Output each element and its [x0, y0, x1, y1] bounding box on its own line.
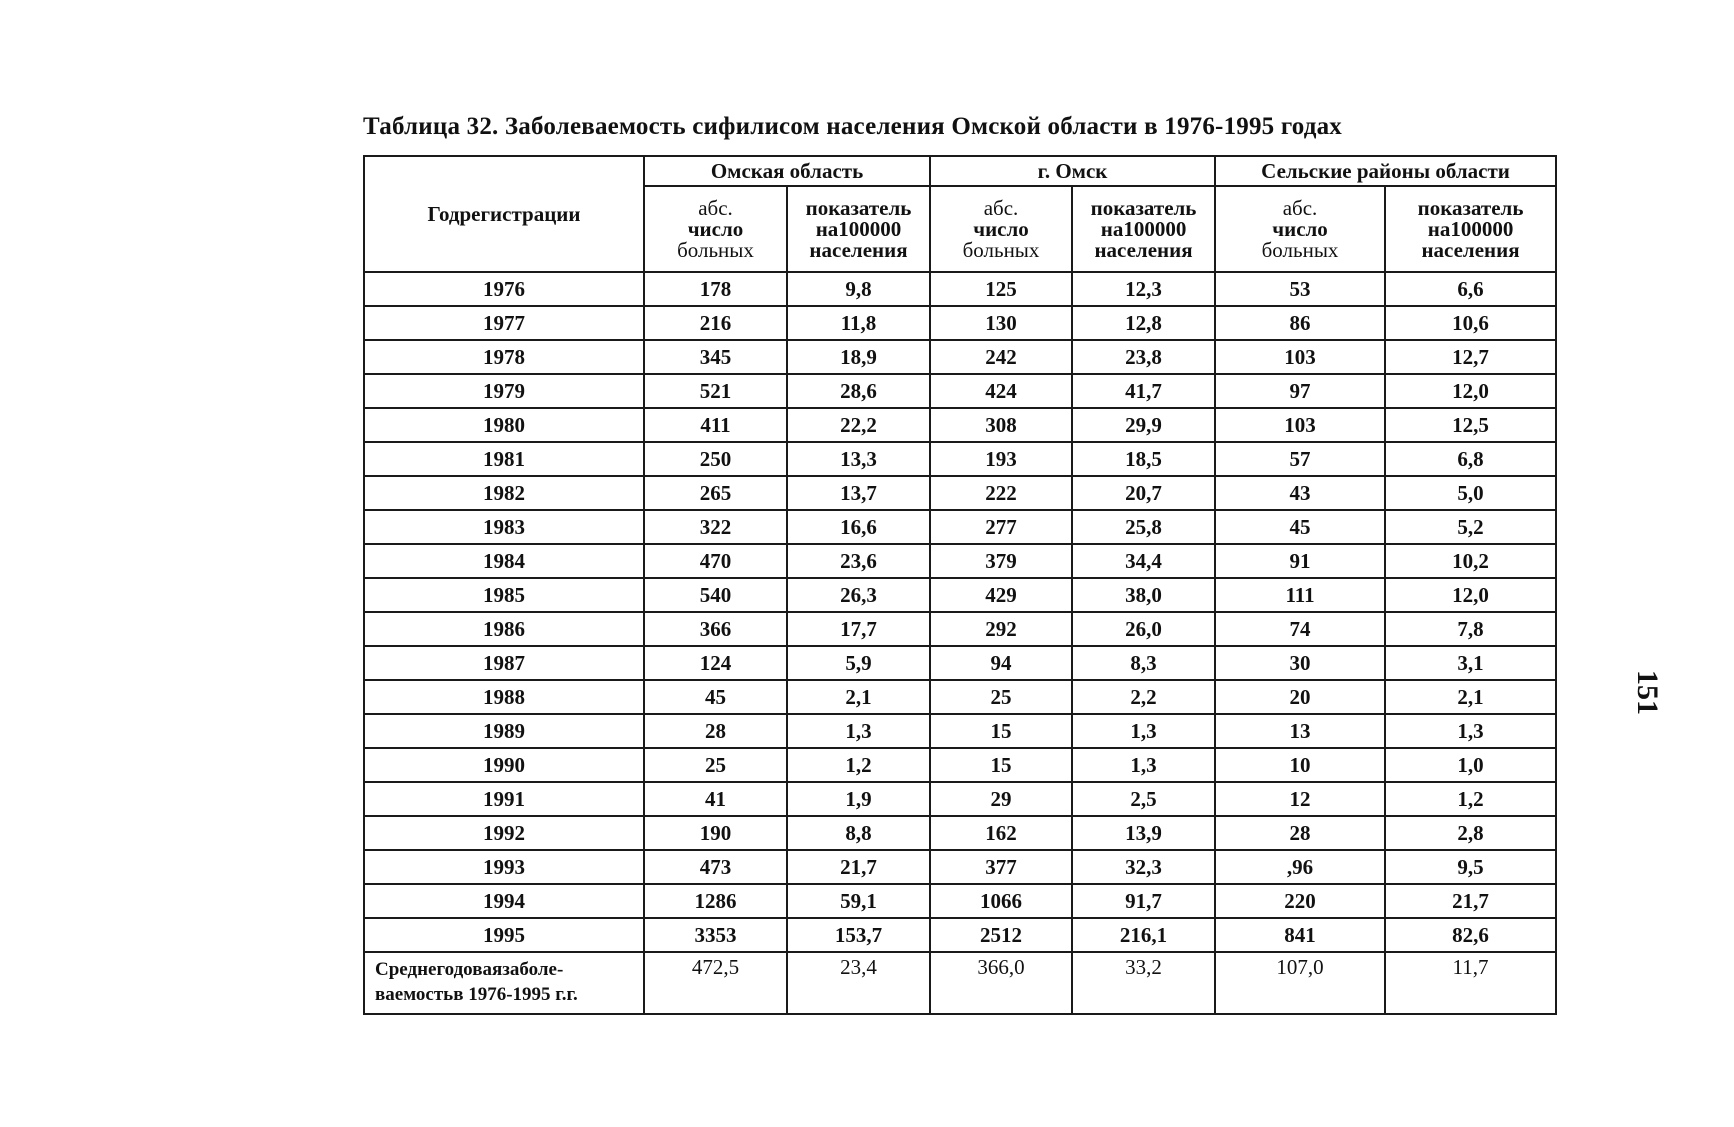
table-cell: 43	[1215, 476, 1385, 510]
table-cell: 23,4	[787, 952, 930, 1014]
table-cell: 107,0	[1215, 952, 1385, 1014]
table-cell: 30	[1215, 646, 1385, 680]
table-cell: 15	[930, 748, 1072, 782]
table-title: Таблица 32. Заболеваемость сифилисом населения Омской области в 1976-1995 годах	[363, 113, 1342, 140]
table-cell: 540	[644, 578, 787, 612]
table-cell: 12,0	[1385, 578, 1556, 612]
table-cell: 11,8	[787, 306, 930, 340]
table-cell: 2,1	[787, 680, 930, 714]
year-cell: 1985	[364, 578, 644, 612]
table-cell: 193	[930, 442, 1072, 476]
table-cell: 32,3	[1072, 850, 1215, 884]
table-cell: 111	[1215, 578, 1385, 612]
table-cell: 103	[1215, 408, 1385, 442]
table-cell: 57	[1215, 442, 1385, 476]
table-cell: 59,1	[787, 884, 930, 918]
table-cell: 379	[930, 544, 1072, 578]
table-cell: 18,9	[787, 340, 930, 374]
table-cell: 220	[1215, 884, 1385, 918]
header-group-omsk-city: г. Омск	[930, 156, 1215, 186]
year-cell: 1987	[364, 646, 644, 680]
table-cell: 377	[930, 850, 1072, 884]
header-abs: абс. число больных	[644, 186, 787, 272]
table-cell: 94	[930, 646, 1072, 680]
table-row	[364, 306, 1556, 340]
table-cell: 292	[930, 612, 1072, 646]
year-cell: 1990	[364, 748, 644, 782]
table-cell: 34,4	[1072, 544, 1215, 578]
table-row	[364, 816, 1556, 850]
table-cell: 1,0	[1385, 748, 1556, 782]
table-cell: ,96	[1215, 850, 1385, 884]
table-cell: 41	[644, 782, 787, 816]
table-cell: 12	[1215, 782, 1385, 816]
header-abs: абс. число больных	[1215, 186, 1385, 272]
table-cell: 345	[644, 340, 787, 374]
table-cell: 424	[930, 374, 1072, 408]
table-cell: 12,5	[1385, 408, 1556, 442]
table-cell: 1,2	[787, 748, 930, 782]
year-cell: 1984	[364, 544, 644, 578]
table-cell: 12,0	[1385, 374, 1556, 408]
table-cell: 216	[644, 306, 787, 340]
table-cell: 23,8	[1072, 340, 1215, 374]
table-cell: 242	[930, 340, 1072, 374]
header-abs: абс. число больных	[930, 186, 1072, 272]
table-cell: 22,2	[787, 408, 930, 442]
table-cell: 250	[644, 442, 787, 476]
table-cell: 1,2	[1385, 782, 1556, 816]
table-row	[364, 442, 1556, 476]
table-cell: 20,7	[1072, 476, 1215, 510]
table-cell: 45	[644, 680, 787, 714]
table-row	[364, 680, 1556, 714]
year-cell: 1994	[364, 884, 644, 918]
table-cell: 308	[930, 408, 1072, 442]
header-group-omsk-region: Омская область	[644, 156, 930, 186]
table-cell: 8,8	[787, 816, 930, 850]
table-row	[364, 272, 1556, 306]
table-row-average	[364, 952, 1556, 1014]
table-cell: 103	[1215, 340, 1385, 374]
table-cell: 23,6	[787, 544, 930, 578]
year-cell: 1988	[364, 680, 644, 714]
table-cell: 366,0	[930, 952, 1072, 1014]
table-cell: 10,2	[1385, 544, 1556, 578]
table-cell: 473	[644, 850, 787, 884]
year-cell: 1992	[364, 816, 644, 850]
table-cell: 7,8	[1385, 612, 1556, 646]
table-cell: 13,3	[787, 442, 930, 476]
table-cell: 841	[1215, 918, 1385, 952]
table-cell: 13	[1215, 714, 1385, 748]
table-cell: 3353	[644, 918, 787, 952]
table-row	[364, 476, 1556, 510]
table-row	[364, 782, 1556, 816]
table-cell: 29	[930, 782, 1072, 816]
table-cell: 1,9	[787, 782, 930, 816]
table-cell: 28	[644, 714, 787, 748]
table-cell: 15	[930, 714, 1072, 748]
table-cell: 17,7	[787, 612, 930, 646]
table-row	[364, 408, 1556, 442]
table-row	[364, 374, 1556, 408]
table-cell: 21,7	[787, 850, 930, 884]
table-cell: 2,8	[1385, 816, 1556, 850]
table-cell: 8,3	[1072, 646, 1215, 680]
table-cell: 5,9	[787, 646, 930, 680]
table-cell: 28	[1215, 816, 1385, 850]
table-cell: 124	[644, 646, 787, 680]
table-row	[364, 850, 1556, 884]
table-cell: 10,6	[1385, 306, 1556, 340]
table-cell: 91	[1215, 544, 1385, 578]
table-cell: 20	[1215, 680, 1385, 714]
table-cell: 9,8	[787, 272, 930, 306]
table-row	[364, 578, 1556, 612]
table-cell: 216,1	[1072, 918, 1215, 952]
table-cell: 91,7	[1072, 884, 1215, 918]
table-cell: 25	[930, 680, 1072, 714]
table-cell: 277	[930, 510, 1072, 544]
year-cell: 1977	[364, 306, 644, 340]
table-cell: 222	[930, 476, 1072, 510]
table-row	[364, 918, 1556, 952]
table-row	[364, 646, 1556, 680]
table-cell: 16,6	[787, 510, 930, 544]
table-cell: 1,3	[1072, 714, 1215, 748]
year-cell: 1991	[364, 782, 644, 816]
table-cell: 33,2	[1072, 952, 1215, 1014]
table-cell: 470	[644, 544, 787, 578]
table-row	[364, 748, 1556, 782]
page-number: 151	[1631, 670, 1664, 715]
table-cell: 6,6	[1385, 272, 1556, 306]
table-cell: 2512	[930, 918, 1072, 952]
table-cell: 178	[644, 272, 787, 306]
year-cell: 1981	[364, 442, 644, 476]
header-rate: показатель на100000 населения	[1385, 186, 1556, 272]
morbidity-table	[363, 155, 1557, 1015]
table-cell: 1,3	[787, 714, 930, 748]
year-cell: 1980	[364, 408, 644, 442]
table-cell: 1,3	[1072, 748, 1215, 782]
table-cell: 26,3	[787, 578, 930, 612]
table-cell: 38,0	[1072, 578, 1215, 612]
table-cell: 1066	[930, 884, 1072, 918]
table-cell: 265	[644, 476, 787, 510]
table-cell: 125	[930, 272, 1072, 306]
table-cell: 3,1	[1385, 646, 1556, 680]
table-cell: 13,7	[787, 476, 930, 510]
year-cell: 1989	[364, 714, 644, 748]
table-cell: 10	[1215, 748, 1385, 782]
table-cell: 9,5	[1385, 850, 1556, 884]
table-cell: 5,0	[1385, 476, 1556, 510]
table-cell: 74	[1215, 612, 1385, 646]
table-body	[364, 272, 1556, 1014]
table-cell: 429	[930, 578, 1072, 612]
year-cell: 1978	[364, 340, 644, 374]
table-cell: 1286	[644, 884, 787, 918]
table-row	[364, 884, 1556, 918]
table-cell: 86	[1215, 306, 1385, 340]
table-cell: 472,5	[644, 952, 787, 1014]
table-cell: 2,1	[1385, 680, 1556, 714]
table-cell: 26,0	[1072, 612, 1215, 646]
table-cell: 130	[930, 306, 1072, 340]
table-cell: 190	[644, 816, 787, 850]
header-rate: показатель на100000 населения	[787, 186, 930, 272]
table-row	[364, 510, 1556, 544]
year-cell: 1982	[364, 476, 644, 510]
table-cell: 366	[644, 612, 787, 646]
year-cell: 1986	[364, 612, 644, 646]
table-cell: 411	[644, 408, 787, 442]
table-cell: 13,9	[1072, 816, 1215, 850]
table-cell: 29,9	[1072, 408, 1215, 442]
table-cell: 5,2	[1385, 510, 1556, 544]
table-cell: 162	[930, 816, 1072, 850]
year-cell: 1983	[364, 510, 644, 544]
table-cell: 2,2	[1072, 680, 1215, 714]
table-cell: 12,7	[1385, 340, 1556, 374]
table-cell: 28,6	[787, 374, 930, 408]
table-cell: 45	[1215, 510, 1385, 544]
table-cell: 41,7	[1072, 374, 1215, 408]
table-cell: 2,5	[1072, 782, 1215, 816]
table-cell: 153,7	[787, 918, 930, 952]
table-cell: 11,7	[1385, 952, 1556, 1014]
table-cell: 6,8	[1385, 442, 1556, 476]
table-cell: 12,8	[1072, 306, 1215, 340]
table-cell: 82,6	[1385, 918, 1556, 952]
header-year: Годрегистрации	[364, 156, 644, 272]
average-label: Среднегодоваязаболе- ваемостьв 1976-1995 г.г.	[364, 952, 644, 1014]
header-rate: показатель на100000 населения	[1072, 186, 1215, 272]
table-cell: 521	[644, 374, 787, 408]
table-cell: 97	[1215, 374, 1385, 408]
table-cell: 25	[644, 748, 787, 782]
year-cell: 1995	[364, 918, 644, 952]
table-cell: 21,7	[1385, 884, 1556, 918]
table-cell: 322	[644, 510, 787, 544]
year-cell: 1976	[364, 272, 644, 306]
year-cell: 1979	[364, 374, 644, 408]
table-cell: 12,3	[1072, 272, 1215, 306]
table-row	[364, 612, 1556, 646]
year-cell: 1993	[364, 850, 644, 884]
table-cell: 53	[1215, 272, 1385, 306]
table-cell: 1,3	[1385, 714, 1556, 748]
table-row	[364, 714, 1556, 748]
table-cell: 18,5	[1072, 442, 1215, 476]
table-row	[364, 544, 1556, 578]
table-cell: 25,8	[1072, 510, 1215, 544]
header-group-rural: Сельские районы области	[1215, 156, 1556, 186]
table-row	[364, 340, 1556, 374]
